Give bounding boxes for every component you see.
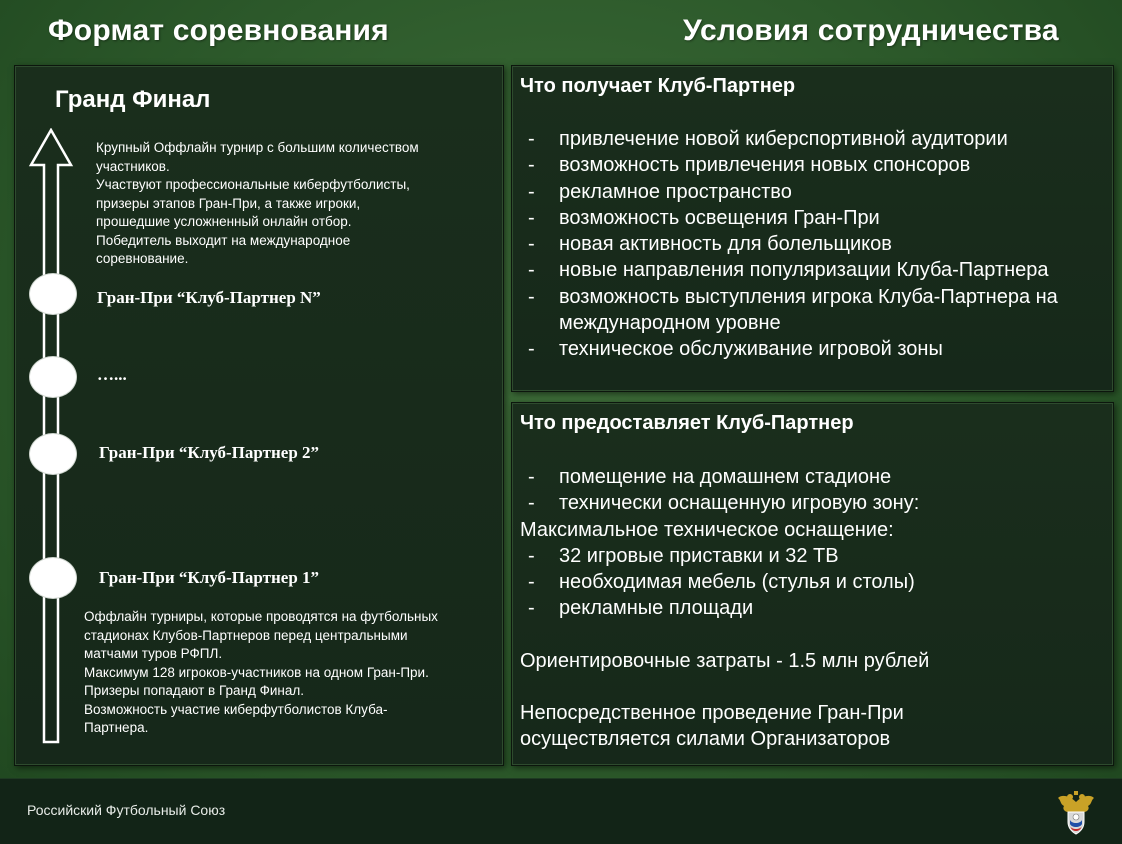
- costs-text: Ориентировочные затраты - 1.5 млн рублей: [520, 649, 930, 672]
- list-item: - техническое обслуживание игровой зоны: [528, 338, 943, 361]
- grand-final-title: Гранд Финал: [55, 86, 211, 113]
- desc-line: Победитель выходит на международное: [96, 232, 351, 248]
- list-item: - возможность освещения Гран-При: [528, 206, 880, 229]
- double-headed-eagle-emblem-icon: [1056, 790, 1096, 836]
- organizers-note-line-2: осуществляется силами Организаторов: [520, 728, 891, 751]
- list-item: - необходимая мебель (стулья и столы): [528, 571, 915, 594]
- stage-node-1: [29, 557, 77, 599]
- list-item: - рекламные площади: [528, 597, 754, 620]
- partner-provides-list: [520, 464, 929, 753]
- partner-receives-list: [520, 126, 1089, 363]
- desc-line: Максимум 128 игроков-участников на одном Гран-При.: [84, 664, 429, 680]
- list-item: - возможность выступления игрока Клуба-Партнера на международном уровне: [528, 285, 1058, 335]
- desc-line: Призеры попадают в Гранд Финал.: [84, 683, 305, 698]
- list-item: - 32 игровые приставки и 32 ТВ: [528, 544, 839, 567]
- list-item: - привлечение новой киберспортивной аудитории: [528, 128, 1008, 150]
- list-item: - новые направления популяризации Клуба-Партнера: [528, 259, 1049, 282]
- cooperation-heading: Условия сотрудничества: [683, 14, 1059, 47]
- desc-line: участников.: [96, 158, 170, 174]
- desc-line: призеры этапов Гран-При, а также игроки,: [96, 195, 361, 211]
- equipment-subheading: Максимальное техническое оснащение:: [520, 518, 894, 541]
- format-heading: Формат соревнования: [48, 14, 389, 47]
- list-item: - технически оснащенную игровую зону:: [528, 492, 920, 515]
- list-item: - возможность привлечения новых спонсоров: [528, 154, 971, 177]
- list-item: - помещение на домашнем стадионе: [528, 466, 892, 488]
- stage-label-n: Гран-При “Клуб-Партнер N”: [97, 288, 321, 307]
- desc-line: соревнование.: [96, 251, 189, 266]
- footer-organization: Российский Футбольный Союз: [27, 802, 226, 818]
- stage-node-n: [29, 273, 77, 315]
- desc-line: матчами туров РФПЛ.: [84, 646, 223, 661]
- grand-final-description: [96, 139, 486, 269]
- stage-label-1: Гран-При “Клуб-Партнер 1”: [99, 568, 320, 587]
- list-item: - новая активность для болельщиков: [528, 233, 892, 256]
- desc-line: Возможность участие киберфутболистов Клуба-: [84, 701, 388, 717]
- stage-label-dots: …...: [97, 365, 127, 384]
- partner-receives-title: Что получает Клуб-Партнер: [520, 75, 796, 97]
- stage-node-2: [29, 433, 77, 475]
- list-item: - рекламное пространство: [528, 180, 792, 203]
- desc-line: Крупный Оффлайн турнир с большим количеством: [96, 140, 419, 155]
- desc-line: стадионах Клубов-Партнеров перед центральными: [84, 627, 408, 643]
- desc-line: прошедшие усложненный онлайн отбор.: [96, 214, 352, 229]
- organizers-note-line-1: Непосредственное проведение Гран-При: [520, 702, 904, 725]
- stage-label-2: Гран-При “Клуб-Партнер 2”: [99, 443, 320, 462]
- desc-line: Участвуют профессиональные киберфутболисты,: [96, 177, 410, 192]
- desc-line: Оффлайн турниры, которые проводятся на футбольных: [84, 609, 438, 624]
- grand-prix-description: [84, 608, 498, 738]
- partner-provides-title: Что предоставляет Клуб-Партнер: [520, 412, 854, 434]
- stage-node-dots: [29, 356, 77, 398]
- desc-line: Партнера.: [84, 720, 149, 735]
